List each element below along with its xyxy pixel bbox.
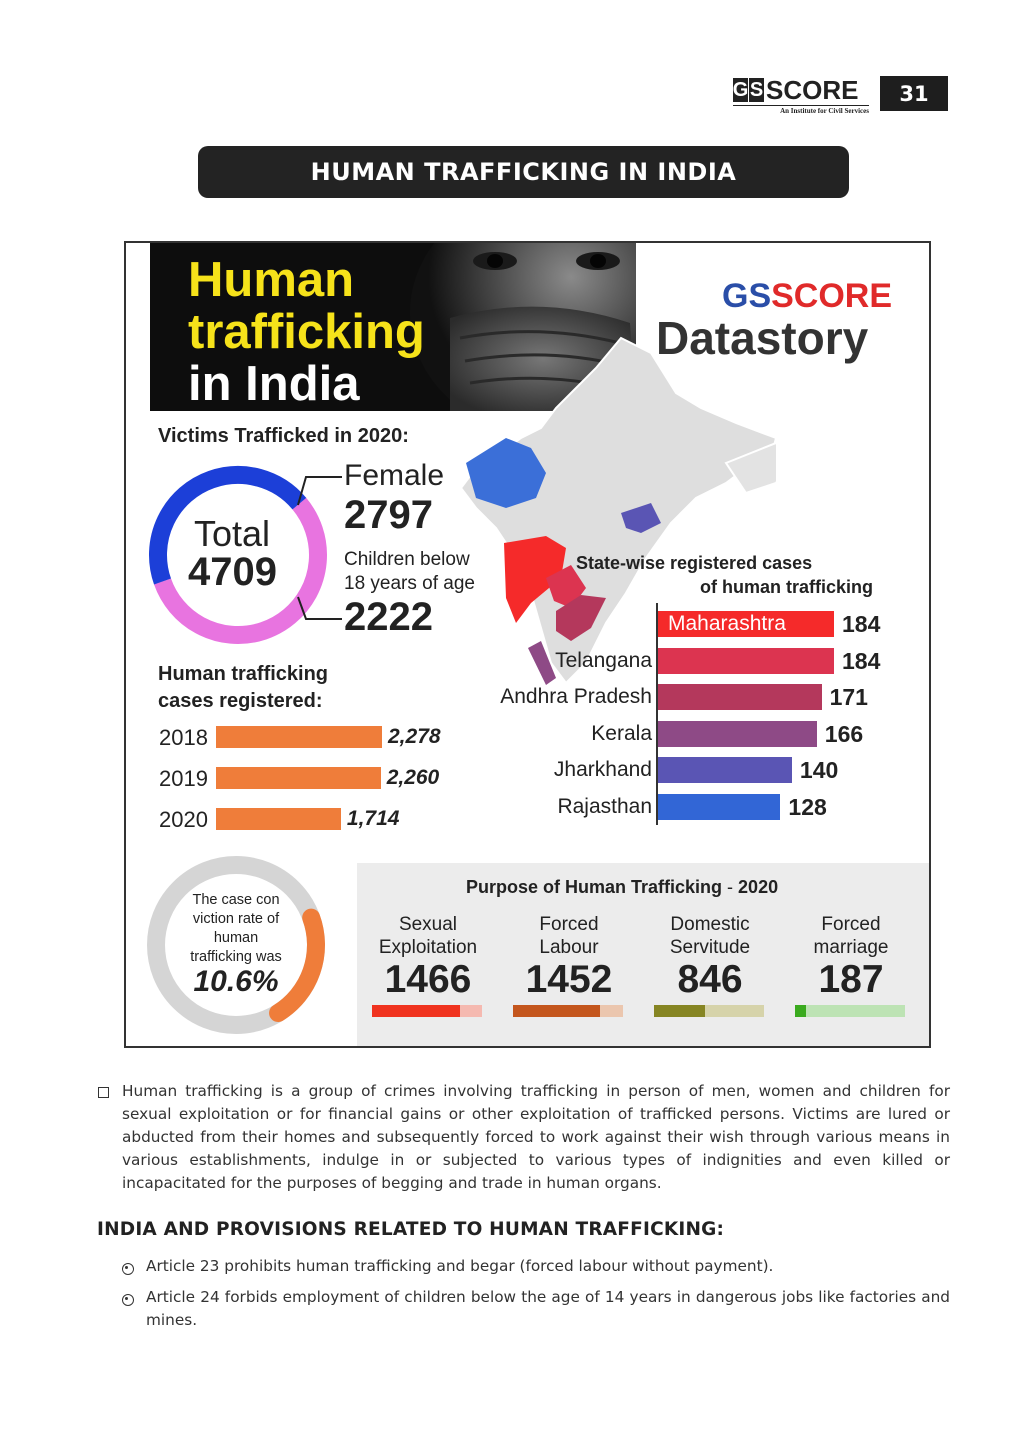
page-title-banner: HUMAN TRAFFICKING IN INDIA: [198, 146, 849, 198]
circle-bullet-icon: [122, 1294, 134, 1306]
purpose-label: Sexual: [398, 914, 458, 935]
state-value: 128: [788, 794, 827, 820]
brand-gs: GS: [722, 277, 772, 315]
circle-bullet-icon: [122, 1263, 134, 1275]
logo-score: SCORE: [766, 75, 859, 105]
square-bullet-icon: [98, 1087, 109, 1098]
total-label: Total: [194, 513, 271, 554]
cover-title-line-3: in India: [188, 357, 360, 411]
state-heading-1: State-wise registered cases: [576, 553, 813, 573]
page-number: 31: [880, 76, 948, 111]
year-value: 2,278: [388, 725, 441, 748]
connector-lines: [294, 471, 344, 631]
purpose-heading-dash: -: [722, 877, 734, 897]
year-label: 2019: [159, 766, 208, 791]
state-label: Telangana: [555, 648, 652, 672]
state-label: Maharashtra: [668, 612, 786, 635]
state-bar: [658, 757, 792, 783]
section-heading: INDIA AND PROVISIONS RELATED TO HUMAN TRAFFICKING:: [97, 1219, 725, 1240]
purpose-label: Labour: [539, 937, 599, 958]
purpose-value: 846: [677, 958, 743, 1001]
state-value: 166: [824, 720, 864, 747]
children-value: 2222: [344, 595, 433, 639]
purpose-bar: [654, 1005, 705, 1017]
logo-subtitle: An Institute for Civil Services: [733, 105, 869, 115]
female-label: Female: [344, 459, 445, 492]
children-label-2: 18 years of age: [344, 573, 475, 594]
female-value: 2797: [344, 493, 433, 537]
conviction-text: [166, 891, 306, 967]
state-bar: [658, 721, 817, 747]
state-label: Rajasthan: [557, 795, 652, 818]
year-value: 2,260: [386, 766, 440, 789]
conviction-text-2: viction rate of: [192, 911, 280, 927]
brand-datastory: Datastory: [656, 312, 869, 364]
cover-title-line-2: trafficking: [188, 305, 425, 359]
purpose-bar: [372, 1005, 460, 1017]
year-bar: [216, 767, 381, 789]
purpose-track: [795, 1005, 905, 1017]
state-value: 184: [842, 611, 881, 637]
cases-heading-2: cases registered:: [158, 690, 323, 712]
conviction-text-4: trafficking was: [190, 949, 282, 965]
purpose-label: marriage: [813, 937, 889, 958]
year-bar: [216, 808, 341, 830]
purpose-label: Exploitation: [378, 937, 478, 958]
intro-paragraph: Human trafficking is a group of crimes involving trafficking in person of men, women and children for sexual exploitation or for financial gains or other exploitation of trafficked persons. Victims are lured or abducted from their homes and subsequently forced to work against their wish through various means in various establishments, indulge in or subjected to various types of indignities and even killed or incapacitated for the purposes of begging and trade in human organs.: [122, 1082, 950, 1192]
cases-heading-1: Human trafficking: [158, 663, 329, 685]
logo-g: G: [732, 78, 749, 101]
list-item: Article 24 forbids employment of children below the age of 14 years in dangerous jobs like factories and mines.: [146, 1288, 950, 1329]
purpose-heading: [466, 877, 778, 898]
purpose-label: Forced: [821, 914, 881, 935]
state-value: 171: [829, 684, 868, 711]
state-bar: [658, 684, 822, 710]
state-label: Kerala: [591, 721, 652, 745]
conviction-value: 10.6%: [193, 965, 279, 998]
purpose-label: Forced: [539, 914, 599, 935]
purpose-value: 1466: [384, 958, 472, 1001]
conviction-text-3: human: [213, 930, 259, 946]
children-label-1: Children below: [344, 549, 470, 570]
infographic: [124, 241, 931, 1048]
cover-title-line-1: Human: [188, 253, 355, 307]
year-label: 2018: [159, 725, 208, 750]
purpose-label: Servitude: [669, 937, 751, 958]
state-bar: [658, 648, 834, 674]
state-label: Andhra Pradesh: [500, 685, 652, 709]
year-label: 2020: [159, 807, 208, 832]
state-label: Jharkhand: [553, 758, 652, 782]
state-value: 184: [842, 647, 881, 674]
purpose-bar: [795, 1005, 806, 1017]
victims-heading: Victims Trafficked in 2020:: [158, 425, 409, 447]
purpose-value: 187: [818, 958, 884, 1001]
purpose-bar: [513, 1005, 600, 1017]
purpose-heading-text: Purpose of Human Trafficking: [466, 877, 723, 897]
total-value: 4709: [188, 550, 277, 594]
state-heading-2: of human trafficking: [700, 577, 874, 597]
year-value: 1,714: [346, 807, 400, 830]
list-item: Article 23 prohibits human trafficking and begar (forced labour without payment).: [146, 1257, 774, 1275]
gs-score-logo: [732, 75, 869, 115]
state-value: 140: [799, 757, 839, 784]
logo-s: S: [749, 78, 764, 101]
purpose-heading-year: 2020: [733, 877, 779, 897]
conviction-text-1: The case con: [192, 892, 280, 908]
state-bar: [658, 794, 780, 820]
year-bar: [216, 726, 382, 748]
purpose-label: Domestic: [670, 914, 750, 935]
purpose-value: 1452: [525, 958, 613, 1001]
india-map-image: [446, 333, 776, 693]
brand-score: SCORE: [771, 277, 893, 315]
